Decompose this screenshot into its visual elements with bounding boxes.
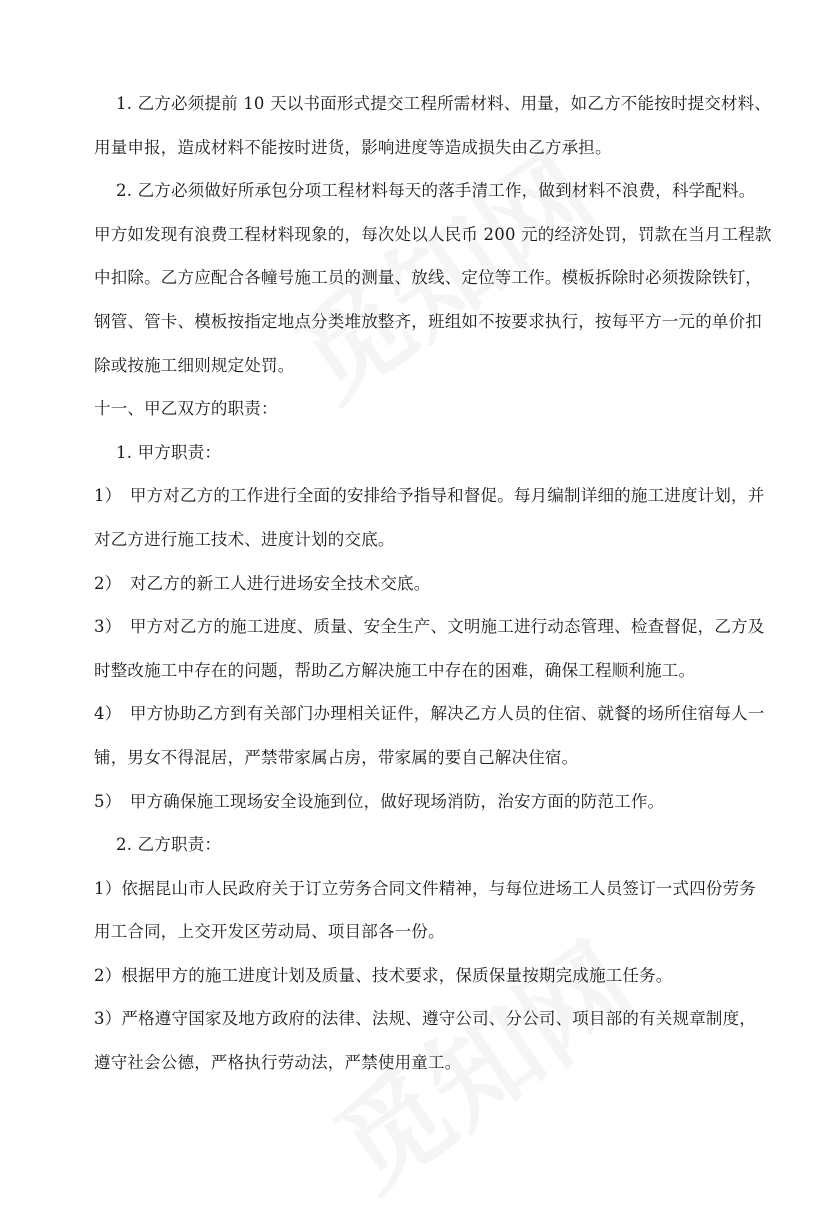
paragraph-line: 4） 甲方协助乙方到有关部门办理相关证件，解决乙方人员的住宿、就餐的场所住宿每人一 bbox=[94, 704, 765, 724]
paragraph-line: 中扣除。乙方应配合各幢号施工员的测量、放线、定位等工作。模板拆除时必须拨除铁钉， bbox=[94, 268, 762, 288]
paragraph-line: 5） 甲方确保施工现场安全设施到位，做好现场消防，治安方面的防范工作。 bbox=[94, 791, 665, 811]
subsection-heading: 2. 乙方职责： bbox=[116, 835, 222, 855]
paragraph-line: 3） 甲方对乙方的施工进度、质量、安全生产、文明施工进行动态管理、检查督促，乙方及 bbox=[94, 617, 765, 637]
document-body bbox=[94, 82, 770, 1085]
section-heading: 十一、甲乙双方的职责： bbox=[94, 399, 278, 419]
paragraph-line: 甲方如发现有浪费工程材料现象的，每次处以人民币 200 元的经济处罚，罚款在当月工程款 bbox=[94, 224, 772, 244]
paragraph-line: 2） 对乙方的新工人进行进场安全技术交底。 bbox=[94, 573, 431, 593]
paragraph-line: 用量申报，造成材料不能按时进货，影响进度等造成损失由乙方承担。 bbox=[94, 137, 612, 157]
paragraph-line: 时整改施工中存在的问题，帮助乙方解决施工中存在的困难，确保工程顺利施工。 bbox=[94, 660, 696, 680]
subsection-heading: 1. 甲方职责： bbox=[116, 442, 222, 462]
paragraph-line: 遵守社会公德，严格执行劳动法，严禁使用童工。 bbox=[94, 1053, 462, 1073]
paragraph-line: 2）根据甲方的施工进度计划及质量、技术要求，保质保量按期完成施工任务。 bbox=[94, 965, 673, 985]
paragraph-line: 1. 乙方必须提前 10 天以书面形式提交工程所需材料、用量，如乙方不能按时提交材料、 bbox=[116, 94, 772, 113]
paragraph-line: 钢管、管卡、模板按指定地点分类堆放整齐，班组如不按要求执行，按每平方一元的单价扣 bbox=[94, 311, 762, 331]
paragraph-line: 1）依据昆山市人民政府关于订立劳务合同文件精神，与每位进场工人员签订一式四份劳务 bbox=[94, 878, 756, 898]
paragraph-line: 铺，男女不得混居，严禁带家属占房，带家属的要自己解决住宿。 bbox=[94, 747, 579, 767]
paragraph-line: 1） 甲方对乙方的工作进行全面的安排给予指导和督促。每月编制详细的施工进度计划，并 bbox=[94, 486, 765, 506]
paragraph-line: 3）严格遵守国家及地方政府的法律、法规、遵守公司、分公司、项目部的有关规章制度， bbox=[94, 1009, 756, 1029]
paragraph-line: 用工合同，上交开发区劳动局、项目部各一份。 bbox=[94, 922, 445, 942]
paragraph-line: 对乙方进行施工技术、进度计划的交底。 bbox=[94, 529, 395, 549]
paragraph-line: 除或按施工细则规定处罚。 bbox=[94, 355, 295, 375]
paragraph-line: 2. 乙方必须做好所承包分项工程材料每天的落手清工作，做到材料不浪费，科学配料。 bbox=[116, 181, 756, 201]
